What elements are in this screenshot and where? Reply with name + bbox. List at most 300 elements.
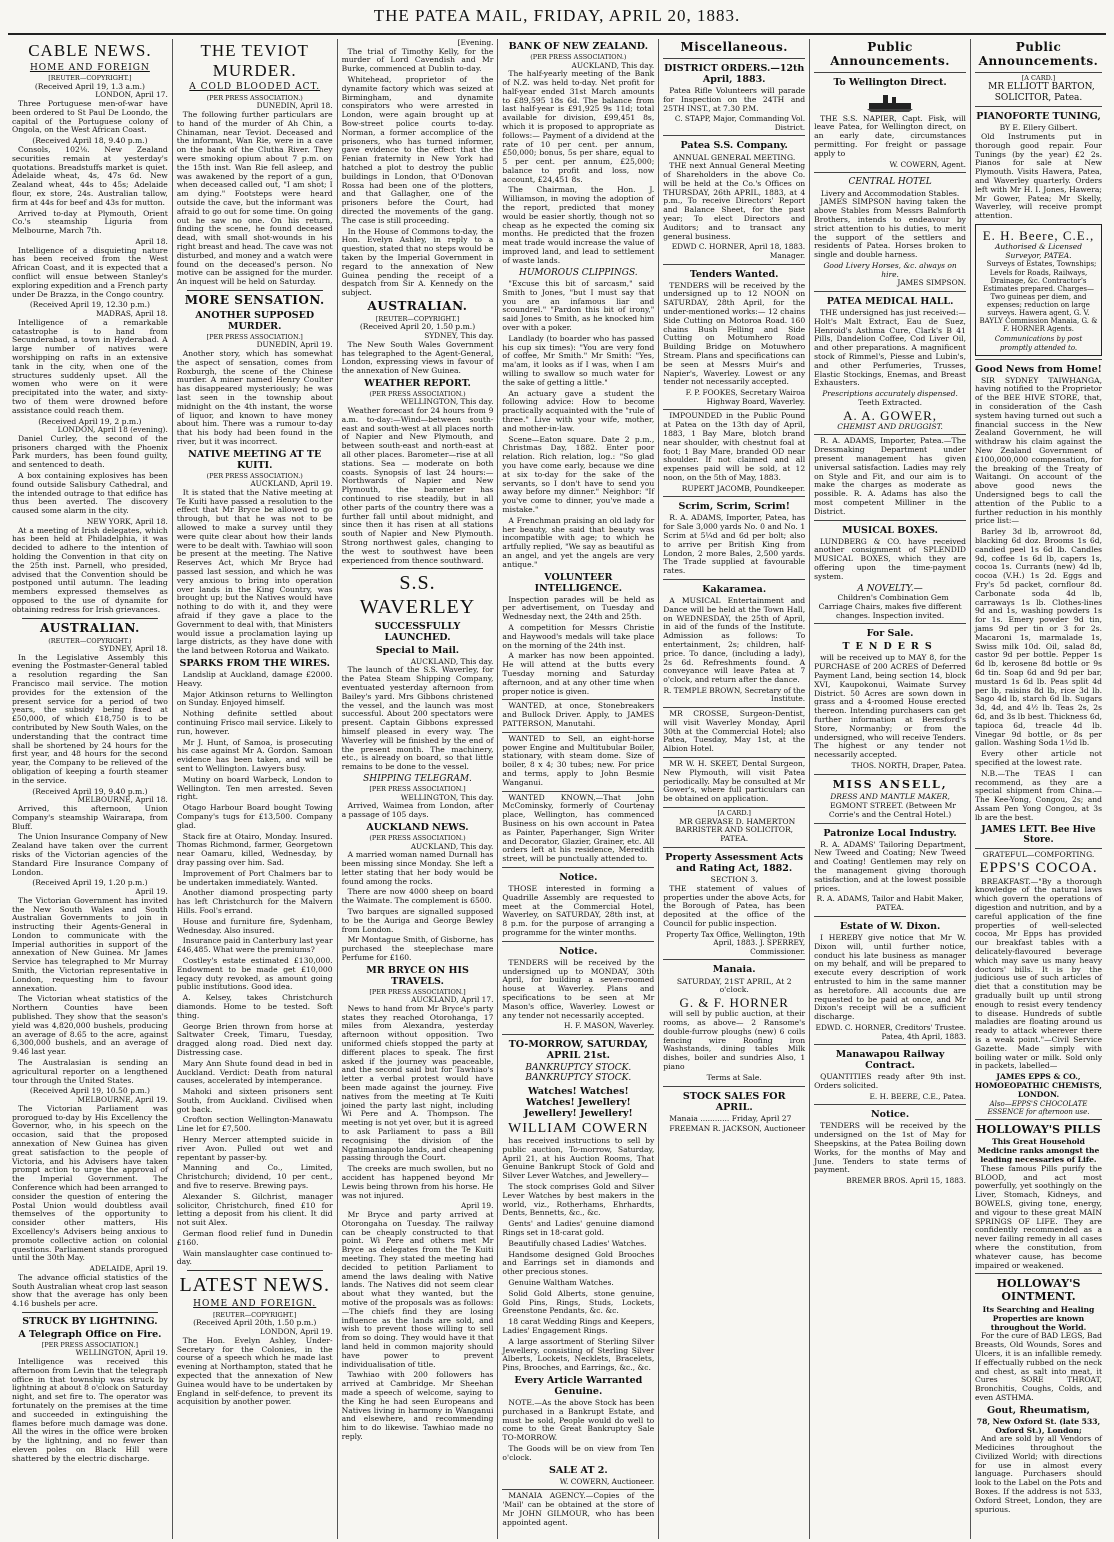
ad-text: Old Instruments put in thorough good repair. Four Tunings (by the year) £2 2s. Pianos for sale at New Plymouth. Visits Hawera, Patea, and Waverley quarterly. Orders left with Mr H. I. Jones, Hawera; Mr Gower, Patea; Mr Skelly, Waverley, will receive prompt attention. bbox=[974, 132, 1102, 221]
lightning-title: STRUCK BY LIGHTNING. bbox=[22, 1315, 158, 1327]
advertisement bbox=[663, 959, 805, 1082]
paragraph: Costley's estate estimated £130,000. Endowment to be made get £10,000 legacy duty revoked, as amount going public institutions. Good idea. bbox=[176, 955, 333, 992]
australian-title: AUSTRALIAN. bbox=[39, 620, 140, 635]
auckland-news-title: AUCKLAND NEWS. bbox=[366, 822, 469, 834]
paragraph: Alexander S. Gilchrist, manager solicitor, Christchurch, fined £10 for letting a deposit from his client. It did not suit Alex. bbox=[176, 1191, 333, 1228]
ad-text: Handsome designed Gold Brooches and Earrings set in diamonds and other precious stones. bbox=[502, 1249, 655, 1277]
place: MADRAS, April 18. bbox=[96, 309, 168, 319]
advertisement bbox=[814, 172, 966, 288]
signature: C. STAPP, Major, Commanding Vol. District. bbox=[674, 114, 806, 132]
paragraph: Mary Ann Shute found dead in bed in Auckland. Verdict: Death from natural causes, accelerated by intemperance. bbox=[176, 1058, 333, 1086]
paragraph: Landslip at Auckland, damage £2000. Heavy. bbox=[176, 670, 333, 688]
advertisement bbox=[502, 867, 654, 938]
paragraph: There are now 4000 sheep on board the Waimate. The complement is 6500. bbox=[341, 887, 494, 906]
advertisement bbox=[663, 847, 805, 957]
paragraph: Mr Montague Smith, of Gisborne, has purchased the steeplechase mare Perfume for £160. bbox=[341, 935, 494, 962]
ad-tagline: GRATEFUL—COMFORTING. bbox=[982, 850, 1095, 860]
place: AUCKLAND, April 17. bbox=[411, 995, 494, 1005]
ad-heading: Patronize Local Industry. bbox=[823, 827, 957, 839]
advertisement bbox=[814, 623, 966, 770]
waverley-special: Special to Mail. bbox=[375, 644, 460, 656]
advertisement bbox=[975, 72, 1102, 103]
column-4 bbox=[498, 39, 659, 1539]
advertisement bbox=[663, 1086, 805, 1134]
signature: E. H. BEERE, C.E., Patea. bbox=[869, 1091, 966, 1101]
divider bbox=[352, 568, 484, 569]
ad-text: N.B.—The TEAS I can recommend, as they are a special shipment from China.—The Kee-Yong, Congou, 2s; and Assam Pen Yong Congou, at 3s lb are the best. bbox=[974, 768, 1102, 822]
ad-heading: PATEA MEDICAL HALL. bbox=[826, 295, 954, 307]
paragraph: Consols, 102⅛. New Zealand securities remain at yesterday's quotations. Breadstuffs market is quiet. Adelaide wheat, 4s, 47s 6d. New Zealand wheat, 44s to 45s; Adelaide flour, ex store, 24s. Australian tallow, firm at 44s for beef and 43s for mutton. bbox=[12, 145, 168, 207]
paragraph: The advance official statistics of the South Australian wheat crop last season show that the average has only been 4.16 bushels per acre. bbox=[12, 1272, 168, 1309]
ad-text: R. A. ADAMS, Importer, Patea.—The Dressmaking Department under present management has given universal satisfaction. Ladies may rely on Style and Fit, and our aim is to make the charges as moderate as possible. R. A. Adams has also the most competent Milliner in the District. bbox=[814, 436, 966, 516]
signature: FREEMAN R. JACKSON, Auctioneer bbox=[669, 1124, 806, 1134]
ad-text: R. A. ADAMS' Tailoring Department, New Tweed and Coating; New Tweed and Coating! Gentlemen may rely on the management giving thorough satisfaction, and at the lowest possible prices. bbox=[814, 839, 966, 893]
advertisement bbox=[975, 106, 1102, 221]
place: LONDON, April 19. bbox=[260, 1327, 333, 1337]
ad-text: SIR SYDNEY TAIWHANGA, having notified to the Proprietor of the BEE HIVE STORE, that, in consideration of the Cash system having turned out such a financial success in the New Zealand Government, he will withdraw his claim against the New Zealand Government of £100,000,000 compensation, for the breaking of the Treaty of Waitangi. On account of the above good news the Undersigned begs to call the attention of the Public to a further reduction in his monthly price list:— bbox=[974, 375, 1102, 526]
teviot-title: THE TEVIOT MURDER. bbox=[200, 41, 309, 80]
paragraph: Otago Harbour Board bought Towing Company's tugs for £13,500. Company glad. bbox=[176, 803, 333, 830]
ad-text: R. A. ADAMS, Importer, Patea, has for Sale 3,000 yards No. 0 and No. 1 Scrim at 5¼d and 6d per bolt; also to arrive per British King from London, 2 more Bales, 2,500 yards. The Trade supplied at favourable rates. bbox=[663, 513, 806, 576]
paragraph: An actuary gave a student the following advice: How to become practically acquainted with the "rule of three." Live with your wife, mother, and mother-in-law. bbox=[502, 388, 655, 433]
paragraph: The Victorian wheat statistics of the Northern Counties have been published. They show that the season's yield was 4,820,000 bushels, producing an average of 8.65 to the acre, against 6,300,000 bushels, and an average of 9.46 last year. bbox=[12, 994, 168, 1057]
ad-motto: Prescriptions accurately dispensed. bbox=[822, 389, 958, 399]
paragraph: The Chairman, the Hon. J. Williamson, in moving the adoption of the report, predicted that money would be easier shortly, though not so cheap as he expected the coming six months. He predicted that the frozen meat trade would increase the value of improved land, and lead to settlement of waste lands. bbox=[502, 185, 655, 265]
paragraph: German flood relief fund in Dunedin £160. bbox=[176, 1229, 333, 1247]
ad-heading: PIANOFORTE TUNING, bbox=[976, 111, 1101, 123]
paragraph: Intelligence of a remarkable catastrophe is to hand from Secunderabad, a town in Hyderabad. A large number of natives were worshipping on rafts in an extensive tank in the city, when one of the structures suddenly upset. All the women who were on it were precipitated into the water, and sixty-two of them were drowned before assistance could reach them. bbox=[12, 317, 168, 415]
paragraph: A marker has now been appointed. He will attend at the butts every Tuesday morning and Saturday afternoon, and at any other time when proper notice is given. bbox=[502, 651, 655, 696]
advertisement bbox=[975, 359, 1102, 846]
signature: BREMER BROS. April 15, 1883. bbox=[846, 1176, 966, 1186]
steamship-icon bbox=[814, 90, 966, 115]
credit: [PER PRESS ASSOCIATION.] bbox=[206, 332, 303, 341]
paragraph: In the House of Commons to-day, the Hon. Evelyn Ashley, in reply to a question, stated that no steps would be taken by the Imperial Government in regard to the annexation of New Guinea pending the receipt of a despatch from Sir A. Kennedy on the subject. bbox=[341, 226, 494, 298]
credit: [REUTER—COPYRIGHT.] bbox=[375, 314, 460, 323]
ad-text: MR W. H. SKEET, Dental Surgeon, New Plymouth, will visit Patea periodically. May be consulted at Mr Gower's, where full particulars can be obtained on application. bbox=[663, 759, 806, 804]
paragraph: The Victorian Government has invited the New South Wales and South Australian Governments to join in instructing their Agents-General in London to communicate with the Imperial authorities in support of the annexation of New Guinea. Mr James Service has telegraphed to Mr Murray Smith, the Victorian representative in London, requesting him to favour annexation. bbox=[12, 895, 168, 993]
credit: [PER PRESS ASSOCIATION.] bbox=[41, 1340, 139, 1349]
bryce-title: MR BRYCE ON HIS TRAVELS. bbox=[366, 964, 469, 987]
paragraph: The Victorian Parliament was prorogued to-day by His Excellency the Governor, who, in his speech on the occasion, said that the proposed annexation of New Guinea has given great satisfaction to the people of Victoria, and his Advisers have taken prompt action to urge the approval of the Imperial Government. The Conference which had been arranged to consider the question of entering the Postal Union would doubtless avail themselves of the opportunity to consider other matters, His Excellency's Advisers being anxious to promote collective action on colonial questions. Parliament stands prorogued until the 30th May. bbox=[12, 1103, 168, 1263]
advertisement bbox=[502, 791, 654, 864]
advertisement bbox=[814, 291, 966, 431]
paragraph: A married woman named Durnall has been missing since Monday. She left a letter stating that her body would be found among the rocks. bbox=[341, 850, 494, 886]
ad-note: Communications by post promptly attended to. bbox=[994, 335, 1083, 352]
credit: [REUTER—COPYRIGHT.] bbox=[48, 74, 132, 83]
advertisement bbox=[663, 409, 805, 493]
place: MELBOURNE, April 19. bbox=[77, 1095, 168, 1105]
ad-note: Teeth Extracted. bbox=[858, 397, 923, 407]
watches-jewellery: Watches! Watches! Watches! Jewellery! Jewellery! Jewellery! bbox=[523, 1085, 633, 1119]
place: DUNEDIN, April 18. bbox=[256, 101, 333, 111]
advertisement bbox=[814, 72, 966, 169]
divider bbox=[187, 1270, 323, 1271]
paragraph: Mutiny on board Warbeck, London to Wellington. Ten men arrested. Seven right. bbox=[176, 774, 333, 802]
advertisement bbox=[814, 1104, 966, 1185]
place: DUNEDIN, April 19. bbox=[256, 340, 333, 350]
waverley-title: S.S. WAVERLEY bbox=[359, 572, 476, 618]
ad-text: These famous Pills purify the BLOOD, and act most powerfully, yet soothingly on the Liver, Stomach, Kidneys, and BOWELS, giving tone, energy, and vigour to these great MAIN SPRINGS OF LIFE. They are confidently recommended as a never failing remedy in all cases where the constitution, from whatever cause, has become impaired or weakened. bbox=[974, 1163, 1102, 1270]
ad-novelty: A NOVELTY.— bbox=[857, 583, 923, 594]
signature: JAMES EPPS & CO., HOMOEOPATHIC CHEMISTS, LONDON. bbox=[975, 1072, 1102, 1099]
ad-proprietor: A. A. GOWER, bbox=[843, 407, 938, 423]
ad-heading: Manawapou Railway Contract. bbox=[835, 1049, 945, 1072]
paragraph: The launch of the S.S. Waverley, for the Patea Steam Shipping Company, eventuated yesterday afternoon from Bailey's yard. Mrs Gibbons christened the vessel, and the launch was most successful. About 200 spectators were present. Captain Gibbons expressed himself pleased in every way. The Waverley will be finished by the end of the present month. The machinery, etc., is already on board, so that little remains to be done to the vessel. bbox=[341, 665, 494, 772]
paragraph: Another story, which has somewhat the aspect of sensation, comes from Roxburgh, the scene of the Chinese murder. A miner named Henry Coulter has disappeared mysteriously; he was last seen in the township about midnight on the 4th instant, the worse of liquor, and known to have money about him. There was a rumour to-day that his body had been found in the river, but it was incorrect. bbox=[176, 348, 333, 446]
paragraph: The creeks are much swollen, but no accident has happened beyond Mr Lewis being thrown from his horse. He was not injured. bbox=[341, 1164, 494, 1200]
ad-trade: CHEMIST AND DRUGGIST. bbox=[837, 421, 943, 431]
latest-news-subtitle: HOME AND FOREIGN. bbox=[193, 1299, 317, 1310]
ad-heading: MUSICAL BOXES. bbox=[842, 524, 938, 536]
paragraph: Major Atkinson returns to Wellington on Sunday. Enjoyed himself. bbox=[176, 689, 333, 708]
credit: (REUTER—COPYRIGHT.) bbox=[48, 636, 132, 645]
dateline: (Received April 19, 10.50 p.m.) bbox=[29, 1086, 150, 1096]
ad-text: IMPOUNDED in the Public Pound at Patea on the 13th day of April, 1883, 1 Bay Mare, blotch brand near shoulder, with chestnut foal at foot; 1 Bay Mare, branded OD near shoulder. If not claimed and all expenses paid will be sold, at 12 noon, on the 5th of May, 1883. bbox=[663, 411, 806, 482]
ad-note: Also—EPPS'S CHOCOLATE ESSENCE for afternoon use. bbox=[987, 1099, 1090, 1116]
ad-text: LUNDBERG & CO. have received another consignment of SPLENDID MUSICAL BOXES, which they are offering upon the time-payment system. bbox=[814, 536, 966, 581]
ad-subheading: This Great Household Medicine ranks amongst the leading necessaries of Life. bbox=[977, 1137, 1100, 1165]
paragraph: Another diamond prospecting party has left Christchurch for the Malvern Hills. Fool's errand. bbox=[176, 888, 333, 915]
ad-terms: Terms at Sale. bbox=[706, 1072, 762, 1082]
surveyor-box bbox=[975, 224, 1102, 356]
paragraph: Insurance paid in Canterbury last year £46,485. What were the premiums? bbox=[176, 936, 333, 955]
ad-heading: Tenders Wanted. bbox=[689, 268, 779, 280]
divider bbox=[22, 1312, 158, 1313]
columns bbox=[8, 39, 1106, 1539]
credit: (PER PRESS ASSOCIATION.) bbox=[530, 53, 627, 62]
card-label: [A CARD.] bbox=[717, 809, 751, 818]
paragraph: The Hon. Evelyn Ashley, Under-Secretary for the Colonies, in the course of a speech which he made last evening at Northampton, stated that he expected that the annexation of New Guinea would have to be undertaken by England in self-defence, to prevent its acquisition by another power. bbox=[176, 1335, 333, 1407]
advertisement bbox=[663, 579, 805, 704]
paragraph: Whitehead, proprietor of the dynamite factory which was seized at Birmingham, and dynamite conspirators who were arrested in London, were again brought up at Bow-street police courts to-day. Norman, a former accomplice of the prisoners, who has turned informer, gave evidence to the effect that the Fenian fraternity in New York had hatched a plot to destroy the public buildings in London, that O'Donovan Rossa had been one of the plotters, and that Gallagher, one of the prisoners before the Court, had directed the movements of the gang. The case is still proceeding. bbox=[341, 74, 494, 225]
ad-text: THOSE interested in forming a Quadrille Assembly are requested to meet at the Commercial Hotel, Waverley, on SATURDAY, 28th inst, at 8 p.m. for the purpose of arranging a programme for the winter months. bbox=[502, 883, 655, 937]
ad-heading: Manaia. bbox=[712, 964, 756, 976]
dateline: (Received April 19, 2 p.m.) bbox=[38, 416, 142, 426]
advertisement bbox=[663, 757, 805, 804]
credit: (PER PRESS ASSOCIATION.) bbox=[206, 93, 303, 102]
paragraph: The Union Insurance Company of New Zealand have taken over the current risks of the Victorian agencies of the Standard Fire Insurance Company of London. bbox=[12, 832, 168, 877]
advertisement bbox=[663, 264, 805, 407]
sale-time: SALE AT 2. bbox=[549, 1464, 608, 1476]
ad-text: MR GERVASE D. HAMERTON BARRISTER AND SOLICITOR, PATEA. bbox=[675, 816, 796, 844]
paragraph: A Frenchman praising an old lady for her beauty, she said that beauty was incompatible with age; to which he artfully replied, "We say as beautiful as an angel, and yet the angels are very antique." bbox=[502, 515, 655, 569]
waverley-subtitle: SUCCESSFULLY LAUNCHED. bbox=[374, 620, 461, 643]
paragraph: The following further particulars are to hand of the murder of Ah Chin, a Chinaman, near Teviot. Deceased and the informant, Wan Rie, were in a cave on the bank of the Clutha River. They were smoking opium about 7 p.m. on the 15th inst. Wan Rie fell asleep, and was awakened by the report of a gun, when deceased called out, "I am shot; I am dying." Footsteps were heard outside the cave, but the informant was afraid to go out for some time. On going out he saw no one. On his return, finding the scene, he found deceased dead, with small shot-wounds in his right breast and head. The cave was not disturbed, and money and a watch were found on the deceased's person. No motive can be assigned for the murder. An inquest will be held on Saturday. bbox=[176, 109, 333, 287]
ad-text: Manaia ............ Friday, April 27 bbox=[669, 1113, 792, 1123]
paragraph: Weather forecast for 24 hours from 9 a.m. to-day:—Wind—between south-east and south-west at all places north of Napier and New Plymouth, and between south-east and north-east at all other places. Barometer—rise at all stations. Sea — moderate on both coasts. Synopsis of last 24 hours:—Northwards of Napier and New Plymouth, the barometer has continued to rise steadily, but in all other parts of the country there was a further fall until about midnight, and since then it has risen at all stations south of Napier and New Plymouth. Strong northwest gales, changing to the west to southwest have been experienced from thence southward. bbox=[341, 406, 494, 565]
column-2 bbox=[173, 39, 338, 1539]
ad-heading: Property Assessment Acts and Rating Act, 1882. bbox=[665, 851, 804, 874]
ad-text: BREAKFAST.—"By a thorough knowledge of the natural laws which govern the operations of digestion and nutrition, and by a careful application of the fine properties of well-selected cocoa, Mr Epps has provided our breakfast tables with a delicately-flavoured beverage which may save us many heavy doctors' bills. It is by the judicious use of such articles of diet that a constitution may be gradually built up until strong enough to resist every tendency to disease. Hundreds of subtle maladies are floating around us ready to attack wherever there is a weak point."—Civil Service Gazette. Made simply with boiling water or milk. Sold only in packets, labelled— bbox=[974, 876, 1102, 1071]
ad-text: A MUSICAL Entertainment and Dance will be held at the Town Hall, on WEDNESDAY, the 25th of April, in aid of the funds of the Institute. Admission as follows: To entertainment, 2s; children, half-price. To dance, (including a lady), 2s 6d. Refreshments found. A conveyance will leave Patea at 7 o'clock, and return after the dance. bbox=[663, 595, 806, 685]
volunteer-title: VOLUNTEER INTELLIGENCE. bbox=[534, 571, 623, 594]
bank-title: BANK OF NEW ZEALAND. bbox=[508, 41, 649, 52]
place: April 18. bbox=[135, 237, 168, 247]
column-3 bbox=[338, 39, 499, 1539]
public-announcements-title: Public Announcements. bbox=[978, 40, 1099, 68]
advertisement bbox=[502, 732, 654, 788]
auctioneer-name: G. & F. HORNER bbox=[679, 995, 789, 1011]
credit: (PER PRESS ASSOCIATION.) bbox=[369, 389, 466, 398]
place: SYDNEY, April 18. bbox=[99, 644, 168, 654]
advertisement bbox=[663, 807, 805, 844]
advertisement bbox=[502, 941, 654, 1031]
ad-text: TENDERS will be received by the undersigned up to 12 NOON on SATURDAY, 28th April, for the under-mentioned works:— 12 chains Side Cutting on Motoroa Road. 160 chains Bush Felling and Side Cutting on Motumhero Road Building Bridge on Motuwhero Stream. Plans and specifications can be seen at Messrs Muir's and Napier's, Waverley. Lowest or any tender not necessarily accepted. bbox=[663, 280, 806, 387]
ad-text: Gents' and Ladies' genuine diamond Rings set in 18-carat gold. bbox=[502, 1219, 655, 1238]
place: AUCKLAND, April 19. bbox=[250, 479, 333, 489]
ad-text: I HEREBY give notice that Mr W. Dixon will, until further notice, conduct his late business as manager on my behalf, and will be prepared to execute every description of work entrusted to him in the same manner as heretofore. All accounts due are requested to be paid at once, and Mr Dixon's receipt will be a sufficient discharge. bbox=[814, 933, 966, 1022]
signature: W. COWERN, Auctioneer. bbox=[559, 1476, 655, 1486]
place: SYDNEY, This day. bbox=[424, 331, 494, 341]
dateline: (Received April 19, 1.20 p.m.) bbox=[32, 878, 148, 888]
ad-text: THE undersigned has just received:— Holt's Malt Extract, Eau de Suez, Henroid's Asthma Cure, Clark's B 41 Pills, Dandelion Coffee, Cod Liver Oil, and other preparations. A magnificent stock of Rimmel's, Piesse and Lubin's, and other Perfumeries, Trusses, Elastic Stockings, Enemas, and Breast Exhausters. bbox=[814, 307, 966, 388]
paragraph: Wain manslaughter case continued to-day. bbox=[176, 1248, 333, 1267]
ad-heading: Notice. bbox=[870, 1109, 910, 1121]
place: WELLINGTON, This day. bbox=[400, 397, 494, 407]
ad-text: MR CROSSE, Surgeon-Dentist, will visit Waverley Monday, April 30th at the Commercial Hotel; also Patea, Tuesday, May 1st, at the Albion Hotel. bbox=[663, 709, 806, 754]
ad-text: Solid Gold Alberts, stone genuine, Gold Pins, Rings, Studs, Lockets, Greenstone Pendants, &c. &c. bbox=[502, 1288, 655, 1316]
paragraph: George Brien thrown from horse at Saltwater Creek, Timaru, Tuesday, dragged along road. Died next day. Distressing case. bbox=[176, 1021, 333, 1057]
place: LONDON, April 17. bbox=[95, 90, 168, 100]
credit: (PER PRESS ASSOCIATION.) bbox=[369, 834, 466, 843]
paragraph: Manning and Co., Limited, Christchurch; dividend, 10 per cent., and five to reserve. Brewing pays. bbox=[176, 1163, 333, 1191]
paragraph: The Australasian is sending an agricultural reporter on a lengthened tour through the United States. bbox=[12, 1058, 168, 1085]
signature: JAMES SIMPSON. bbox=[897, 278, 966, 288]
paragraph: It is stated that the Native meeting at Te Kuiti have passed a resolution to the effect that Mr Bryce be allowed to go through, but that he was not to be allowed to make a survey until they were quite clear about how their lands were to be dealt with. Tawhiao will soon be present at the meeting. The Native Reserves Act, which Mr Bryce had passed last session, and which he was very anxious to bring into operation over lands in the King Country, was brought up; but the Natives would have nothing to do with it, and they were afraid if they gave a place to the Government to deal with, that Ministers would issue a proclamation laying up large districts, as they have done with the land between Rotorua and Waikato. bbox=[176, 487, 333, 656]
ad-text: A large assortment of Sterling Silver Jewellery, consisting of Sterling Silver Alberts, Lockets, Necklets, Bracelets, Pins, Brooches, and Earrings, &c., &c. bbox=[502, 1336, 655, 1373]
advertisement bbox=[975, 848, 1102, 1115]
ad-heading: HOLLOWAY'S PILLS bbox=[976, 1122, 1101, 1136]
signature: R. TEMPLE BROWN, Secretary of the Institute. bbox=[663, 685, 806, 704]
sale-date: TO-MORROW, SATURDAY, APRIL 21st. bbox=[508, 1038, 648, 1061]
australian-title: AUSTRALIAN. bbox=[367, 298, 468, 313]
ad-date: SATURDAY, 21ST APRIL, At 2 o'clock. bbox=[676, 976, 792, 995]
dateline: (Received April 20, 1.50 p.m.) bbox=[359, 322, 476, 332]
ad-text: Surveys of Estates, Townships; Levels for Roads, Railways, Drainage, &c. Contractor's Estimates prepared. Charges—Two guineas per diem, and expenses; reduction on large surveys. Hawera agent, G. V. BAYLY Commission Manaia, G. & F. HORNER Agents. bbox=[979, 260, 1098, 334]
place: AUCKLAND, This day. bbox=[410, 841, 494, 851]
ad-subheading: Authorised & Licensed Surveyor, PATEA. bbox=[994, 242, 1083, 260]
paragraph: The New South Wales Government has telegraphed to the Agent-General, London, expressing views in favour of the annexation of New Guinea. bbox=[341, 339, 494, 376]
ad-text: TENDERS will be received by the undersigned up to MONDAY, 30th April, for building a seven-roomed house at Waverley. Plans and specifications to be seen at Mr Mason's office, Waverley. Lowest or any tender not necessarily accepted. bbox=[502, 957, 655, 1020]
ad-heading: For Sale. bbox=[866, 628, 914, 640]
ad-text: MANAIA AGENCY.—Copies of the 'Mail' can be obtained at the store of Mr JOHN GILMOUR, who has been appointed agent. bbox=[502, 1491, 655, 1527]
paragraph: Inspection parades will be held as per advertisement, on Tuesday and Wednesday next, the 24th and 25th. bbox=[502, 594, 655, 622]
ad-heading: Patea S.S. Company. bbox=[680, 140, 788, 152]
advertisement bbox=[502, 699, 654, 728]
signature: EDWD. C. HORNER, Creditors' Trustee. Patea, 4th April, 1883. bbox=[815, 1022, 966, 1041]
place: April 19. bbox=[135, 887, 168, 897]
ad-subheading: DRESS AND MANTLE MAKER, bbox=[830, 792, 950, 802]
advertisement bbox=[663, 496, 805, 576]
paragraph: Tawhiao with 200 followers has arrived at Cambridge. Mr Sheehan made a speech of welcome, saying to the King he had seen Europeans and Natives living in harmony in Wanganui and elsewhere, and recommending him to do likewise. Tawhiao made no reply. bbox=[341, 1370, 494, 1441]
paragraph: A competition for Messrs Christie and Haywood's medals will take place on the morning of the 24th inst. bbox=[502, 623, 655, 650]
signature: THOS. NORTH, Draper, Patea. bbox=[851, 760, 966, 770]
ad-text: Children's Combination Gem Carriage Chairs, makes five different changes. Inspection invited. bbox=[818, 593, 962, 620]
signature: EDWD C. HORNER, April 18, 1883. Manager. bbox=[671, 242, 806, 261]
ad-text: THE next Annual General Meeting of Shareholders in the above Co. will be held at the Co.'s Offices on THURSDAY, 26th APRIL, 1883, at 4 p.m., To receive Directors' Report and Balance Sheet, for the past year; To elect Directors and Auditors; and to transact any general business. bbox=[663, 161, 806, 241]
ad-text: The Goods will be on view from Ten o'clock. bbox=[502, 1444, 655, 1462]
ad-heading: HOLLOWAY'S OINTMENT. bbox=[996, 1277, 1081, 1304]
dateline: (Received April 19, 1.3 a.m.) bbox=[34, 81, 145, 91]
ad-text: TENDERS will be received by the undersigned on the 1st of May for Sheepskins, at the Patea Boiling down Works, for the months of May and June. Tenders to state terms of payment. bbox=[814, 1121, 966, 1175]
ad-text: has received instructions to sell by public auction, To-morrow, Saturday, April 21, at his Auction Rooms, That Genuine Bankrupt Stock of Gold and Silver Lever Watches, and Jewellery— bbox=[502, 1136, 655, 1181]
weather-title: WEATHER REPORT. bbox=[364, 377, 471, 389]
paragraph: Nothing definite settled about continuing Frisco mail service. Likely to run, however. bbox=[176, 709, 333, 736]
paragraph: In the Legislative Assembly this evening the Postmaster-General tabled a resolution regarding the San Francisco mail service. The motion provides for the extension of the present service for a period of two years, the subsidy being fixed at £50,000, of which £18,750 is to be contributed by New South Wales, on the understanding that the contract time shall be shortened by 24 hours for the first year, and 48 hours for the second year, the Company to be relieved of the obligation of keeping a fourth steamer in the service. bbox=[12, 652, 168, 785]
paragraph: Mr J. Hunt, of Samoa, is prosecuting his case against Mr A. Gordon. Samoan evidence has been taken, and will be sent to Wellington. Lawyers busy. bbox=[176, 737, 333, 773]
auctioneer-name: WILLIAM COWERN bbox=[508, 1120, 649, 1136]
column-5 bbox=[659, 39, 810, 1539]
ad-subheading: Its Searching and Healing Properties are known throughout the World. bbox=[982, 1304, 1095, 1332]
ad-heading: Kakaramea. bbox=[702, 583, 767, 595]
cable-news-subtitle: HOME AND FOREIGN bbox=[29, 62, 150, 73]
ad-remedy: Gout, Rheumatism, bbox=[986, 1404, 1090, 1416]
credit: [PER PRESS ASSOCIATION.] bbox=[369, 785, 466, 794]
paragraph: Scene—Eaton square. Date 2 p.m., Christmas Day, 1882. Enter poor relation. Rich relation, log.: "So glad you have come early, because we dine at six to-day for the sake of the servants, so I don't have to send you away before my dinner." Neighbor: "If you've come to dinner, you've made a mistake." bbox=[502, 434, 655, 515]
paragraph: Improvement of Port Chalmers bar to be undertaken immediately. Wanted. bbox=[176, 868, 333, 887]
dateline: (Received April 19, 9.40 p.m.) bbox=[32, 786, 148, 796]
shipping-title: SHIPPING TELEGRAM. bbox=[363, 773, 472, 784]
sparks-title: SPARKS FROM THE WIRES. bbox=[179, 658, 330, 670]
signature: H. F. MASON, Waverley. bbox=[563, 1021, 655, 1031]
advertisement bbox=[502, 1489, 654, 1527]
place: ADELAIDE, April 19. bbox=[89, 1264, 168, 1274]
ad-text: The stock comprises Gold and Silver Lever Watches by best makers in the world, viz., Rotherhams, Ehrhardts, Dents, Bennetts, &c., &c. bbox=[502, 1182, 655, 1218]
notice-heading: Notice. bbox=[559, 945, 598, 957]
paragraph: Mahoki and sixteen prisoners sent South, from Auckland. Civilised when got back. bbox=[176, 1087, 333, 1114]
auction-advertisement bbox=[502, 1034, 654, 1486]
place: NEW YORK, April 18. bbox=[86, 517, 168, 527]
advertisement bbox=[814, 823, 966, 913]
advertisement bbox=[663, 135, 805, 260]
signature: JAMES LETT. Bee Hive Store. bbox=[981, 824, 1096, 845]
place: AUCKLAND, This day. bbox=[410, 656, 494, 666]
ad-heading: EPPS'S COCOA. bbox=[979, 860, 1098, 877]
native-meeting-title: NATIVE MEETING AT TE KUITI. bbox=[188, 448, 322, 471]
signature: Property Tax Office, Wellington, 19th April, 1883. J. SPERREY, Commissioner. bbox=[665, 929, 806, 956]
ad-text: EGMONT STREET. (Between Mr Corrie's and the Central Hotel.) bbox=[828, 801, 956, 819]
place: WELLINGTON, April 19. bbox=[75, 1348, 168, 1358]
sensation-title: MORE SENSATION. bbox=[184, 292, 325, 307]
signature: F. P. FOOKES, Secretary Wairoa Highway Board, Waverley. bbox=[685, 388, 806, 406]
ad-heading: Estate of W. Dixon. bbox=[839, 920, 941, 932]
signature: RUPERT JACOMB, Poundkeeper. bbox=[681, 483, 806, 493]
ad-text: MR ELLIOTT BARTON, SOLICITOR, Patea. bbox=[988, 82, 1095, 103]
ad-subheading: TENDERS bbox=[842, 641, 938, 653]
place: WELLINGTON, This day. bbox=[400, 792, 494, 802]
place: AUCKLAND, This day. bbox=[571, 60, 655, 70]
ad-text: WANTED, at once, Stonebreakers and Bullock Driver. Apply, to JAMES PATTERSON, Manutahi. bbox=[502, 701, 655, 728]
paragraph: Mr Bryce and party arrived at Otorongaha on Tuesday. The railway can be cheaply constructed to that point. Wi Pere and others met Mr Bryce as delegates from the Te Kuiti meeting. They stated the meeting had decided to petition Parliament to amend the laws dealing with Native lands. The Natives did not seem clear about what they wanted, but the motive of the proposals was as follows:—The chiefs find they are losing influence as the lands are sold, and wish to prevent those willing to sell from so doing. They would have it that land held in common majority should have power to prevent individualisation of title. bbox=[341, 1210, 494, 1369]
credit: (PER PRESS ASSOCIATION.) bbox=[206, 471, 303, 480]
paragraph: Arrived, Waimea from London, after a passage of 105 days. bbox=[341, 801, 494, 820]
column-6 bbox=[810, 39, 971, 1539]
ad-heading: CENTRAL HOTEL bbox=[848, 177, 932, 188]
ad-text: NOTE.—As the above Stock has been purchased in a Bankrupt Estate, and must be sold, People would do well to come to the Great Bankruptcy Sale TO-MORROW. bbox=[502, 1398, 655, 1443]
ad-text: will sell by public auction, at their rooms, as above— 2 Ransome's double-furrow ploughs (new) 6 coils fencing wire Roofing iron Washstands, dining tables Milk dishes, boiler and sundries Also, 1 piano bbox=[663, 1009, 806, 1071]
ad-text: Beautifully chased Ladies' Watches. bbox=[508, 1238, 647, 1248]
credit: [REUTER—COPYRIGHT.] bbox=[212, 1310, 297, 1319]
ad-subheading: SECTION 3. bbox=[710, 874, 758, 884]
divider bbox=[187, 290, 323, 291]
dateline: (Received April 18, 9.40 p.m.) bbox=[32, 136, 148, 146]
advertisement bbox=[814, 916, 966, 1041]
lightning-subtitle: A Telegraph Office on Fire. bbox=[18, 1328, 162, 1340]
humorous-title: HUMOROUS CLIPPINGS. bbox=[519, 267, 638, 278]
ad-text: THE S.S. NAPIER, Capt. Fisk, will leave Patea, for Wellington direct, on an early date, circumstances permitting. For freight or passage apply to bbox=[814, 113, 966, 158]
public-announcements-title: Public Announcements. bbox=[830, 40, 950, 68]
warranty: Every Article Warranted Genuine. bbox=[514, 1375, 643, 1398]
ad-text: Patea Rifle Volunteers will parade for Inspection on the 24TH and 25TH INST., at 7.30 P.M. bbox=[663, 85, 806, 113]
paragraph: At a meeting of Irish delegates, which has been held at Philadelphia, it was decided to adhere to the intention of holding the Convention in that city on the 25th inst. Parnell, who presided, advised that the Convention should be postponed until autumn. The leading members expressed themselves as opposed to the use of dynamite for obtaining redress for Irish grievances. bbox=[12, 525, 168, 614]
ad-text: Genuine Waltham Watches. bbox=[508, 1278, 614, 1288]
ad-text: WANTED KNOWN,—That John McCominsky, formerly of Courtenay place, Wellington, has commenced Business on his own account in Patea as Painter, Paperhanger, Sign Writer and Decorator, Glazier, Grainer, etc. All orders left at his residence, Meredith street, will be punctually attended to. bbox=[502, 792, 655, 864]
ad-text: 18 carat Wedding Rings and Keepers, Ladies' Engagement Rings. bbox=[502, 1317, 655, 1336]
paragraph: A. Kelsey, takes Christchurch diamonds. Home to be tested. Soft thing. bbox=[176, 993, 333, 1020]
place: LONDON, April 18 (evening). bbox=[57, 425, 168, 435]
paragraph: "Excuse this bit of sarcasm," said Smith to Jones, "but I must say that you are an infamous liar and scoundrel." "Pardon this bit of irony," said Jones to Smith, as he knocked him over with a poker. bbox=[502, 279, 655, 333]
ad-heading: To Wellington Direct. bbox=[833, 76, 947, 88]
latest-news-title: LATEST NEWS. bbox=[179, 1274, 330, 1297]
signature: W. COWERN, Agent. bbox=[889, 159, 966, 169]
column-7 bbox=[971, 39, 1106, 1539]
paragraph: Henry Mercer attempted suicide in river Avon. Pulled out wet and repentant by passer-by. bbox=[176, 1135, 333, 1162]
paragraph: A box containing explosives has been found outside Salisbury Cathedral, and the intended outrage to that edifice has thus been averted. The discovery caused some alarm in the city. bbox=[12, 471, 168, 516]
sensation-subtitle: ANOTHER SUPPOSED MURDER. bbox=[195, 309, 315, 332]
paragraph: House and furniture fire, Sydenham, Wednesday. Also insured. bbox=[176, 916, 333, 935]
paragraph: The trial of Timothy Kelly, for the murder of Lord Cavendish and Mr Burke, commenced at Dublin to-day. bbox=[341, 46, 494, 74]
advertisement bbox=[814, 774, 966, 820]
advertisement bbox=[663, 58, 805, 133]
place: MELBOURNE, April 18. bbox=[77, 795, 168, 805]
ad-text: For the cure of BAD LEGS, Bad Breasts, Old Wounds, Sores and Ulcers, it is an infallible remedy. If effectually rubbed on the neck and chest, as salt into meat, it Cures SORE THROAT, Bronchitis, Coughs, Colds, and even ASTHMA. bbox=[974, 1331, 1102, 1402]
notice-heading: Notice. bbox=[559, 871, 598, 883]
paragraph: Arrived, this afternoon, Union Company's steamship Wairarapa, from Bluff. bbox=[12, 803, 168, 831]
place: April 19. bbox=[460, 1201, 494, 1211]
advertisement bbox=[975, 1273, 1102, 1514]
paragraph: Two barques are signalled supposed to be the Auriga and George Bewley from London. bbox=[341, 906, 494, 934]
advertisement bbox=[814, 1044, 966, 1101]
divider bbox=[22, 618, 158, 619]
advertisement bbox=[663, 707, 805, 754]
ad-motto: Good Livery Horses, &c. always on hire. bbox=[823, 261, 957, 279]
paragraph: Intelligence was received this afternoon from Levin that the telegraph office in that township was struck by lightning at about 8 o'clock on Saturday night, and set fire to. The operator was fortunately on the premises at the time and succeeded in extinguishing the flames before much damage was done. All the wires in the office were broken by the lightning, and no fewer than eleven poles on Black Hill were shattered by the electric discharge. bbox=[12, 1357, 168, 1463]
teviot-subtitle: A COLD BLOODED ACT. bbox=[189, 82, 321, 93]
advertisement bbox=[975, 1119, 1102, 1271]
miscellaneous-title: Miscellaneous. bbox=[680, 40, 788, 54]
signature: R. A. ADAMS, Tailor and Habit Maker, PATEA. bbox=[816, 894, 964, 913]
ad-text: Every other article not specified at the lowest rate. bbox=[974, 749, 1102, 767]
paragraph: Stack fire at Otairo, Monday. Insured. Thomas Richmond, farmer, Georgetown near Oamaru, killed, Wednesday, by dray passing over him. Sad. bbox=[176, 831, 333, 867]
credit: [PER PRESS ASSOCIATION.] bbox=[369, 987, 466, 996]
advertisement bbox=[814, 434, 966, 516]
ad-text: WANTED to Sell, an eight-horse power Engine and Multitubular Boiler, stationary, with steam dome. Size of boiler, 8 x 4; 30 tubes; new. For price and terms, apply to John Besmie Wanganui. bbox=[502, 733, 655, 787]
masthead: THE PATEA MAIL, FRIDAY, APRIL 20, 1883. bbox=[8, 6, 1106, 35]
cable-news-title: CABLE NEWS. bbox=[28, 41, 152, 60]
ad-text: And are sold by all Vendors of Medicines throughout the Civilized World; with directions for use in almost every language. Purchasers should look to the Label on the Pots and Boxes. If the address is not 533, Oxford Street, London, they are spurious. bbox=[974, 1434, 1102, 1514]
advertisement bbox=[814, 520, 966, 621]
ad-text: JAMES SIMPSON having taken the above Stables from Messrs Balmforth Brothers, intends to endeavour by strict attention to his duties, to merit the support of the settlers and residents of Patea. Horses broken to single and double harness. bbox=[814, 197, 966, 260]
bankruptcy-stock: BANKRUPTCY STOCK. BANKRUPTCY STOCK. bbox=[525, 1062, 632, 1084]
ad-subheading: Livery and Accommodation Stables. bbox=[820, 188, 960, 198]
paragraph: Daniel Curley, the second of the prisoners charged with the Phoenix Park murders, has been found guilty, and sentenced to death. bbox=[12, 433, 168, 470]
paragraph: Crofton section Wellington-Manawatu Line let for £7,500. bbox=[176, 1115, 333, 1134]
paragraph: News to hand from Mr Bryce's party states they reached Otorohanga, 17 miles from Alexandra, yesterday afternoon without opposition. Two uniformed chiefs stopped the party at different places to speak. The first asked if the journey was peaceable, and the second said but for Tawhiao's letter a verbal protest would have been made against the journey. Five natives from the meeting at Te Kuiti joined the party last night, including Wi Pere and A. Thompson. The meeting is not yet over, but it is agreed to ask Parliament to pass a Bill recognising the division of the Ngatimaniapoto lands, and cheapening passing through the Court. bbox=[341, 1003, 494, 1163]
paragraph: Three Portuguese men-of-war have been ordered to St Paul De Loondo, the capital of the Portuguese colony of Ongola, on the West African Coast. bbox=[12, 99, 168, 135]
ad-heading: STOCK SALES FOR APRIL. bbox=[682, 1090, 786, 1113]
ad-address: 78, New Oxford St. (late 533, Oxford St.), London; bbox=[976, 1416, 1101, 1435]
